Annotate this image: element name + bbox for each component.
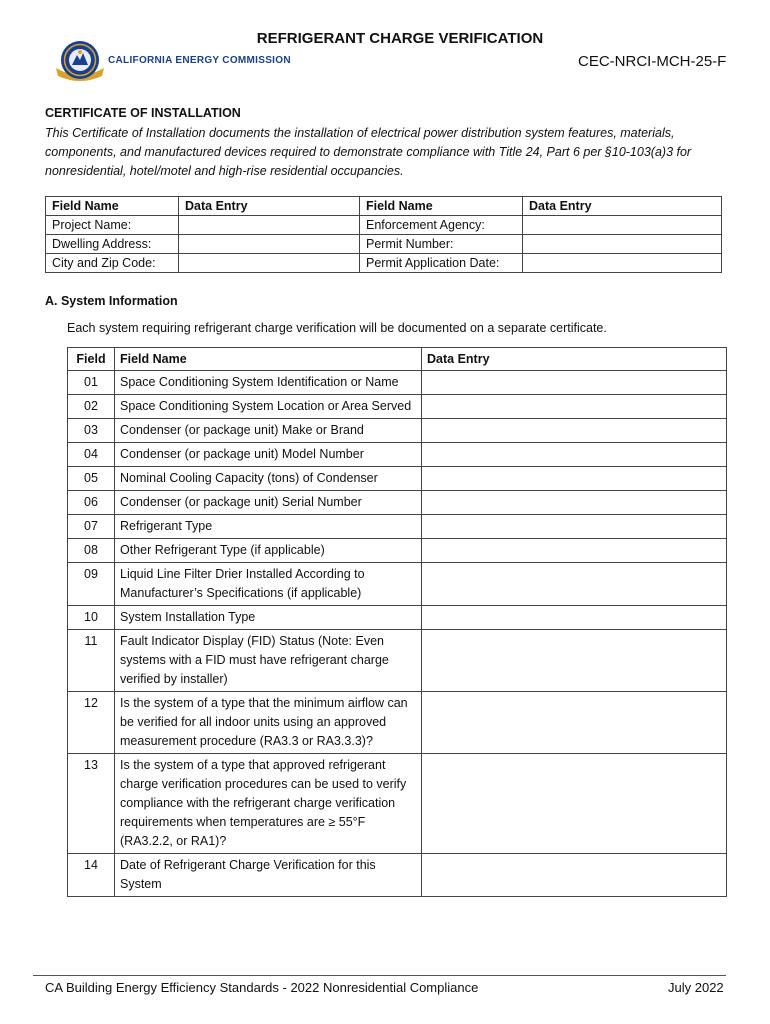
project-table-header bbox=[46, 197, 722, 216]
city-zip-field[interactable] bbox=[179, 254, 360, 273]
data-entry-field[interactable] bbox=[422, 606, 727, 630]
data-entry-field[interactable] bbox=[422, 443, 727, 467]
table-row bbox=[68, 854, 727, 897]
column-header-field-name: Field Name bbox=[360, 197, 523, 216]
field-number: 08 bbox=[68, 539, 115, 563]
field-name: Condenser (or package unit) Model Number bbox=[115, 443, 422, 467]
form-code: CEC-NRCI-MCH-25-F bbox=[578, 53, 727, 70]
table-row bbox=[46, 254, 722, 273]
column-header-data-entry: Data Entry bbox=[523, 197, 722, 216]
table-row bbox=[68, 515, 727, 539]
permit-number-label: Permit Number: bbox=[360, 235, 523, 254]
data-entry-field[interactable] bbox=[422, 754, 727, 854]
field-name: Other Refrigerant Type (if applicable) bbox=[115, 539, 422, 563]
field-name: Is the system of a type that the minimum airflow can be verified for all indoor units using an approved measurement procedure (RA3.3 or RA3.3.3)? bbox=[115, 692, 422, 754]
column-header-field-name: Field Name bbox=[115, 348, 422, 371]
data-entry-field[interactable] bbox=[422, 630, 727, 692]
agency-name: CALIFORNIA ENERGY COMMISSION bbox=[108, 55, 291, 66]
table-row bbox=[68, 395, 727, 419]
field-name: Is the system of a type that approved refrigerant charge verification procedures can be used to verify compliance with the refrigerant charge verification requirements when temperatures are ≥ 55°F (RA3.2.2, or RA1)? bbox=[115, 754, 422, 854]
field-name: Fault Indicator Display (FID) Status (Note: Even systems with a FID must have refrigerant charge verified by installer) bbox=[115, 630, 422, 692]
table-row bbox=[68, 563, 727, 606]
table-row bbox=[68, 539, 727, 563]
data-entry-field[interactable] bbox=[422, 467, 727, 491]
table-row bbox=[68, 491, 727, 515]
data-entry-field[interactable] bbox=[422, 539, 727, 563]
footer-standards-text: CA Building Energy Efficiency Standards - 2022 Nonresidential Compliance bbox=[45, 980, 479, 995]
footer-divider bbox=[33, 975, 726, 976]
field-number: 07 bbox=[68, 515, 115, 539]
field-name: Nominal Cooling Capacity (tons) of Condenser bbox=[115, 467, 422, 491]
california-energy-commission-seal-icon bbox=[50, 38, 110, 84]
field-number: 13 bbox=[68, 754, 115, 854]
project-info-table bbox=[45, 196, 722, 273]
table-row bbox=[68, 754, 727, 854]
table-row bbox=[68, 371, 727, 395]
column-header-data-entry: Data Entry bbox=[179, 197, 360, 216]
permit-number-field[interactable] bbox=[523, 235, 722, 254]
field-number: 14 bbox=[68, 854, 115, 897]
footer-date: July 2022 bbox=[668, 980, 724, 995]
column-header-field-name: Field Name bbox=[46, 197, 179, 216]
table-row bbox=[68, 692, 727, 754]
city-zip-label: City and Zip Code: bbox=[46, 254, 179, 273]
field-number: 05 bbox=[68, 467, 115, 491]
field-number: 11 bbox=[68, 630, 115, 692]
dwelling-address-field[interactable] bbox=[179, 235, 360, 254]
certificate-heading: CERTIFICATE OF INSTALLATION bbox=[45, 106, 241, 120]
field-number: 01 bbox=[68, 371, 115, 395]
table-row bbox=[68, 443, 727, 467]
table-row bbox=[68, 606, 727, 630]
system-information-table bbox=[67, 347, 727, 897]
data-entry-field[interactable] bbox=[422, 395, 727, 419]
field-name: Refrigerant Type bbox=[115, 515, 422, 539]
data-entry-field[interactable] bbox=[422, 692, 727, 754]
project-name-label: Project Name: bbox=[46, 216, 179, 235]
document-title: REFRIGERANT CHARGE VERIFICATION bbox=[256, 30, 544, 47]
field-number: 10 bbox=[68, 606, 115, 630]
column-header-field: Field bbox=[68, 348, 115, 371]
field-number: 12 bbox=[68, 692, 115, 754]
permit-application-date-field[interactable] bbox=[523, 254, 722, 273]
field-name: Date of Refrigerant Charge Verification for this System bbox=[115, 854, 422, 897]
data-entry-field[interactable] bbox=[422, 419, 727, 443]
table-row bbox=[68, 630, 727, 692]
data-entry-field[interactable] bbox=[422, 854, 727, 897]
field-number: 06 bbox=[68, 491, 115, 515]
system-table-header bbox=[68, 348, 727, 371]
field-name: Space Conditioning System Location or Area Served bbox=[115, 395, 422, 419]
dwelling-address-label: Dwelling Address: bbox=[46, 235, 179, 254]
field-number: 04 bbox=[68, 443, 115, 467]
table-row bbox=[46, 216, 722, 235]
field-number: 02 bbox=[68, 395, 115, 419]
data-entry-field[interactable] bbox=[422, 371, 727, 395]
field-number: 09 bbox=[68, 563, 115, 606]
column-header-data-entry: Data Entry bbox=[422, 348, 727, 371]
certificate-description: This Certificate of Installation documents the installation of electrical power distribution system features, materials, components, and manufactured devices required to demonstrate compliance with Title 24, Part 6 per §10-103(a)3 for nonresidential, hotel/motel and high-rise residential occupancies. bbox=[45, 126, 692, 178]
table-row bbox=[46, 235, 722, 254]
enforcement-agency-field[interactable] bbox=[523, 216, 722, 235]
data-entry-field[interactable] bbox=[422, 563, 727, 606]
data-entry-field[interactable] bbox=[422, 515, 727, 539]
field-name: Space Conditioning System Identification or Name bbox=[115, 371, 422, 395]
table-row bbox=[68, 467, 727, 491]
field-number: 03 bbox=[68, 419, 115, 443]
enforcement-agency-label: Enforcement Agency: bbox=[360, 216, 523, 235]
field-name: Condenser (or package unit) Serial Number bbox=[115, 491, 422, 515]
permit-application-date-label: Permit Application Date: bbox=[360, 254, 523, 273]
section-a-heading: A. System Information bbox=[45, 294, 178, 308]
table-row bbox=[68, 419, 727, 443]
project-name-field[interactable] bbox=[179, 216, 360, 235]
section-a-note: Each system requiring refrigerant charge verification will be documented on a separate certificate. bbox=[67, 321, 607, 335]
field-name: Liquid Line Filter Drier Installed According to Manufacturer’s Specifications (if applicable) bbox=[115, 563, 422, 606]
field-name: System Installation Type bbox=[115, 606, 422, 630]
field-name: Condenser (or package unit) Make or Brand bbox=[115, 419, 422, 443]
data-entry-field[interactable] bbox=[422, 491, 727, 515]
